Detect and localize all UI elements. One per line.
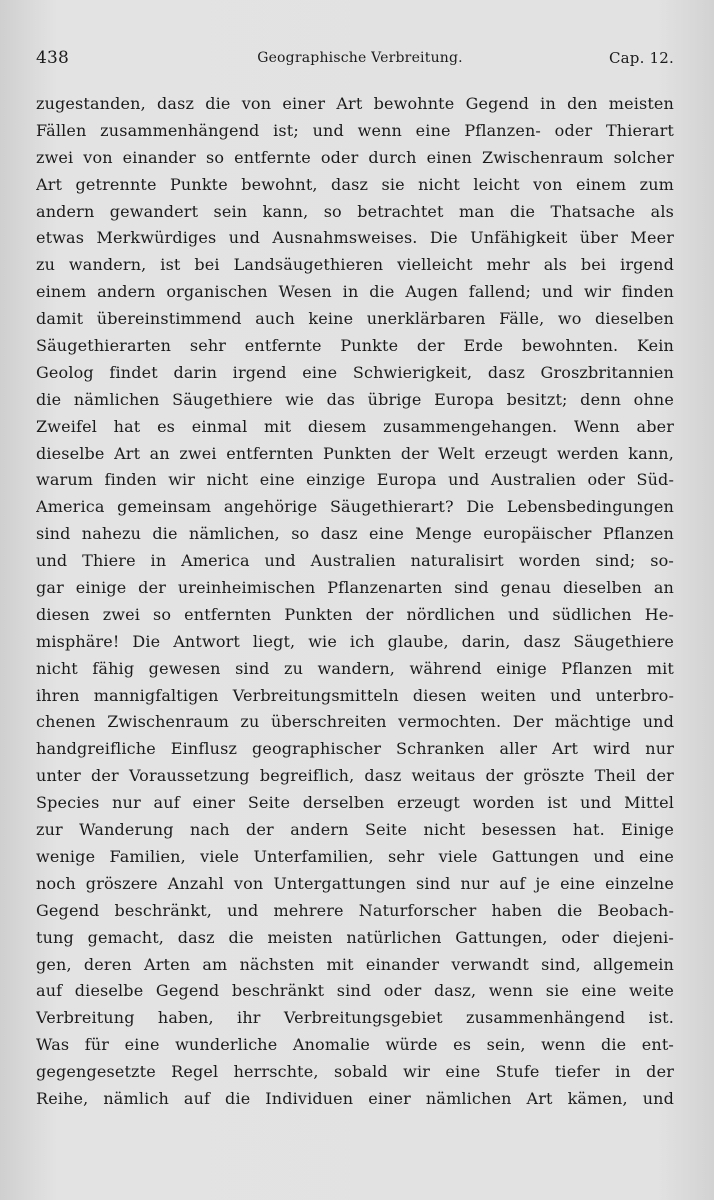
text-line: dieselbe Art an zwei entfernten Punkten der Welt erzeugt werden kann, [36,443,674,463]
text-line: Geolog findet darin irgend eine Schwierigkeit, dasz Groszbritannien [36,362,674,382]
text-line: Species nur auf einer Seite derselben erzeugt worden ist und Mittel [36,793,674,813]
text-line: noch gröszere Anzahl von Untergattungen sind nur auf je eine einzelne [36,873,674,893]
text-line: Säugethierarten sehr entfernte Punkte der Erde bewohnten. Kein [36,336,674,356]
text-line: zur Wanderung nach der andern Seite nicht besessen hat. Einige [36,820,674,840]
text-line: einem andern organischen Wesen in die Augen fallend; und wir finden [36,282,674,302]
text-line: zugestanden, dasz die von einer Art bewohnte Gegend in den meisten [36,94,674,113]
text-line: tung gemacht, dasz die meisten natürlichen Gattungen, oder diejeni- [36,927,674,947]
text-line: und Thiere in America und Australien naturalisirt worden sind; so- [36,551,674,571]
text-line: ihren mannigfaltigen Verbreitungsmitteln diesen weiten und unterbro- [36,685,674,705]
text-line: unter der Voraussetzung begreiflich, dasz weitaus der gröszte Theil der [36,766,674,786]
text-line: Verbreitung haben, ihr Verbreitungsgebiet zusammenhängend ist. [36,1008,674,1028]
text-line: damit übereinstimmend auch keine unerklärbaren Fälle, wo dieselben [36,309,674,329]
body-text [36,91,674,1113]
text-line: gen, deren Arten am nächsten mit einander verwandt sind, allgemein [36,954,674,974]
running-title: Geographische Verbreitung. [257,50,463,66]
text-line: wenige Familien, viele Unterfamilien, sehr viele Gattungen und eine [36,846,674,866]
text-line: etwas Merkwürdiges und Ausnahmsweises. Die Unfähigkeit über Meer [36,228,674,248]
text-line: warum finden wir nicht eine einzige Europa und Australien oder Süd- [36,470,674,490]
text-line: nicht fähig gewesen sind zu wandern, während einige Pflanzen mit [36,658,674,678]
text-line: gar einige der ureinheimischen Pflanzenarten sind genau dieselben an [36,578,674,598]
text-line: misphäre! Die Antwort liegt, wie ich glaube, darin, dasz Säugethiere [36,631,674,651]
text-line: Art getrennte Punkte bewohnt, dasz sie nicht leicht von einem zum [36,174,674,194]
text-line: Was für eine wunderliche Anomalie würde es sein, wenn die ent- [36,1035,674,1055]
text-line: zu wandern, ist bei Landsäugethieren vielleicht mehr als bei irgend [36,255,674,275]
text-line: Zweifel hat es einmal mit diesem zusammengehangen. Wenn aber [36,416,674,436]
text-line: die nämlichen Säugethiere wie das übrige Europa besitzt; denn ohne [36,389,674,409]
text-line: auf dieselbe Gegend beschränkt sind oder dasz, wenn sie eine weite [36,981,674,1001]
page-number: 438 [36,48,70,68]
text-line: gegengesetzte Regel herrschte, sobald wir eine Stufe tiefer in der [36,1062,674,1082]
text-line: Gegend beschränkt, und mehrere Naturforscher haben die Beobach- [36,900,674,920]
text-line: Fällen zusammenhängend ist; und wenn eine Pflanzen- oder Thierart [36,120,674,140]
text-line: diesen zwei so entfernten Punkten der nördlichen und südlichen He- [36,604,674,624]
text-line: sind nahezu die nämlichen, so dasz eine Menge europäischer Pflanzen [36,524,674,544]
text-line: andern gewandert sein kann, so betrachtet man die Thatsache als [36,201,674,221]
text-line: America gemeinsam angehörige Säugethierart? Die Lebensbedingungen [36,497,674,517]
text-line: handgreifliche Einflusz geographischer Schranken aller Art wird nur [36,739,674,759]
text-line: chenen Zwischenraum zu überschreiten vermochten. Der mächtige und [36,712,674,732]
running-head [36,48,674,72]
text-line: zwei von einander so entfernte oder durch einen Zwischenraum solcher [36,147,674,167]
text-line: Reihe, nämlich auf die Individuen einer nämlichen Art kämen, und [36,1088,674,1108]
chapter-label: Cap. 12. [608,49,674,67]
